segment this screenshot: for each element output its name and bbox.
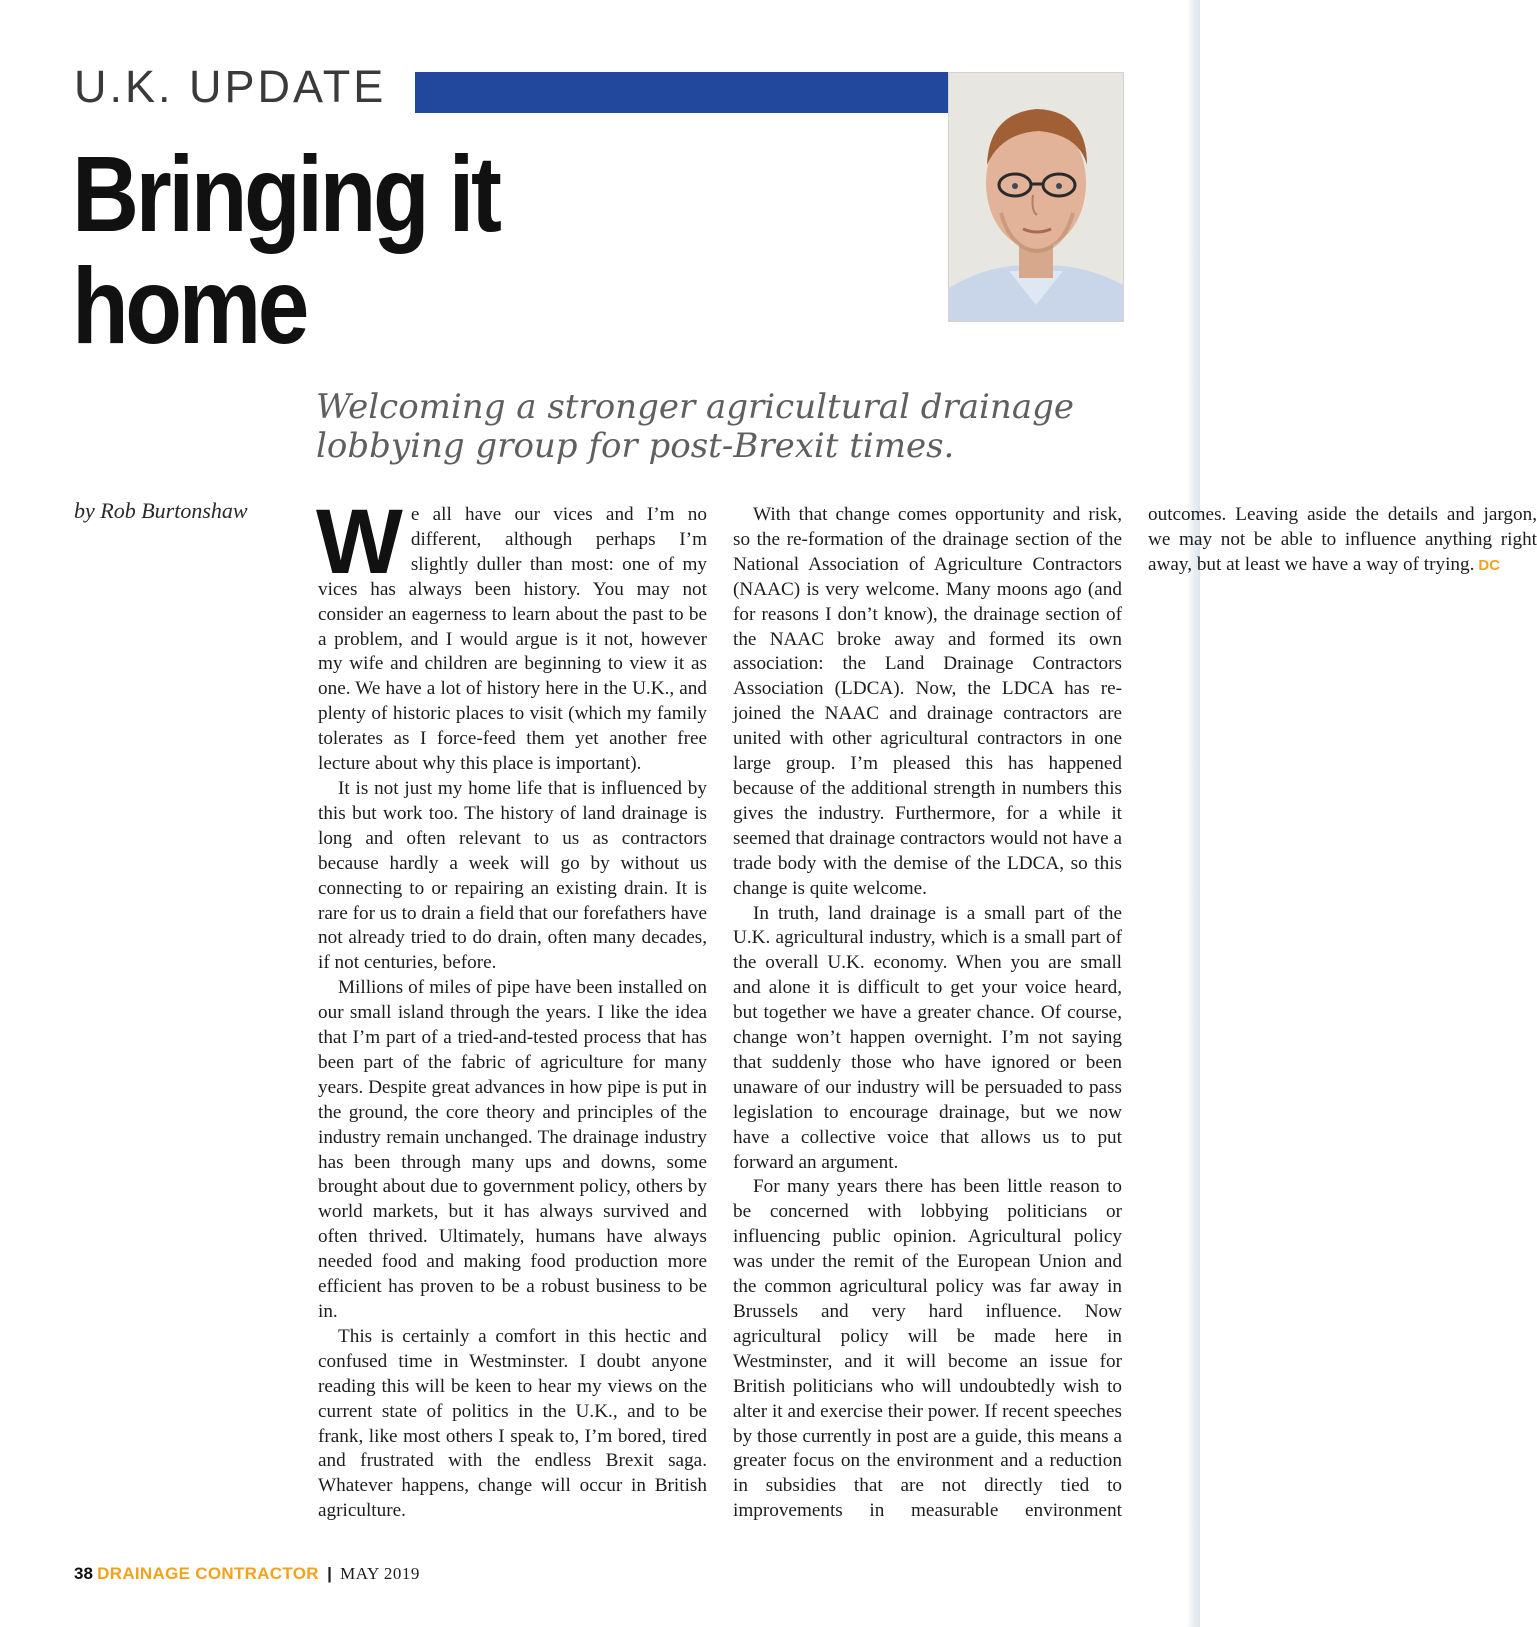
article-paragraph: With that change comes opportunity and risk, so the re-formation of the drainage section of the National Association of Agriculture Contractors (NAAC) is very welcome. Many moons ago (and for reasons I don’t know), the drainage section of the NAAC broke away and formed its own association: the Land Drainage Contractors Association (LDCA). Now, the LDCA has re-joined the NAAC and drainage contractors are united with other agricultural contractors in one large group. I’m pleased this has happened because of the additional strength in numbers this gives the industry. Furthermore, for a while it seemed that drainage contractors would not have a trade body with the demise of the LDCA, so this change is quite welcome. (733, 504, 1122, 899)
author-portrait-icon (949, 73, 1123, 321)
headline: Bringing it home (72, 133, 499, 366)
article-paragraph: In truth, land drainage is a small part of the U.K. agricultural industry, which is a small part of the overall U.K. economy. When you are small and alone it is difficult to get your voice heard, but together we have a greater chance. Of course, change won’t happen overnight. I’m not saying that suddenly those who have ignored or been unaware of our industry will be persuaded to pass legislation to encourage drainage, but we now have a collective voice that allows us to put forward an argument. (733, 902, 1122, 1173)
footer-separator: | (327, 1564, 332, 1583)
author-portrait-photo (948, 72, 1124, 322)
issue-date: MAY 2019 (340, 1564, 420, 1583)
article-paragraph: It is not just my home life that is influenced by this but work too. The history of land drainage is long and often relevant to us as contractors because hardly a week will go by without us connecting to or repairing an existing drain. It is rare for us to drain a field that our forefathers have not already tried to do drain, often many decades, if not centuries, before. (318, 777, 707, 974)
subheadline: Welcoming a stronger agricultural drainage lobbying group for post-Brexit times. (316, 387, 1074, 466)
article-paragraph (316, 491, 707, 777)
end-mark: DC (1478, 556, 1501, 574)
article-paragraph: Millions of miles of pipe have been installed on our small island through the years. I like the idea that I’m part of a tried-and-tested process that has been part of the fabric of agriculture for many years. Despite great advances in how pipe is put in the ground, the core theory and principles of the industry remain unchanged. The drainage industry has been through many ups and downs, some brought about due to government policy, others by world markets, but it has always survived and often thrived. Ultimately, humans have always needed food and making food production more efficient has proven to be a robust business to be in. (318, 977, 707, 1322)
page-number: 38 (74, 1564, 93, 1583)
article-paragraph: This is certainly a comfort in this hectic and confused time in Westminster. I doubt anyone reading this will be keen to hear my views on the current state of politics in the U.K., and to be frank, like most others I speak to, I’m bored, tired and frustrated with the endless Brexit saga. Whatever happens, change will occur in British agriculture. (318, 1325, 707, 1522)
paragraph-text: e all have our vices and I’m no different, although perhaps I’m slightly duller than most: one of my vices has always been history. You may not consider an eagerness to learn about the past to be a problem, and I would argue is it not, however my wife and children are beginning to view it as one. We have a lot of history here in the U.K., and plenty of historic places to visit (which my family tolerates as I force-feed them yet another free lecture about why this place is important). (318, 504, 707, 775)
article-body (316, 491, 1537, 1548)
paragraph-text: For many years there has been little reason to be concerned with lobbying politicians or influencing public opinion. Agricultural policy was under the remit of the European Union and the common agricultural policy was far away in Brussels and very hard influence. Now agricultural policy will be made here in Westminster, and it will become an issue for British politicians who will undoubtedly wish to alter it and exercise their power. If recent speeches by those currently in post are a guide, this means a greater focus on the environment and a reduction in subsidies that are not directly tied to improvements in measurable environment outcomes. Leaving aside the details and jargon, we may not be able to influence anything right away, but at least we have a way of trying. (733, 504, 1537, 1522)
section-accent-bar (415, 72, 949, 113)
author-byline: by Rob Burtonshaw (74, 498, 248, 523)
page-footer (74, 1564, 420, 1584)
page-edge-shadow (1186, 0, 1200, 1627)
drop-cap: W (316, 491, 403, 593)
magazine-name: DRAINAGE CONTRACTOR (97, 1564, 319, 1583)
section-label: U.K. UPDATE (74, 61, 387, 112)
